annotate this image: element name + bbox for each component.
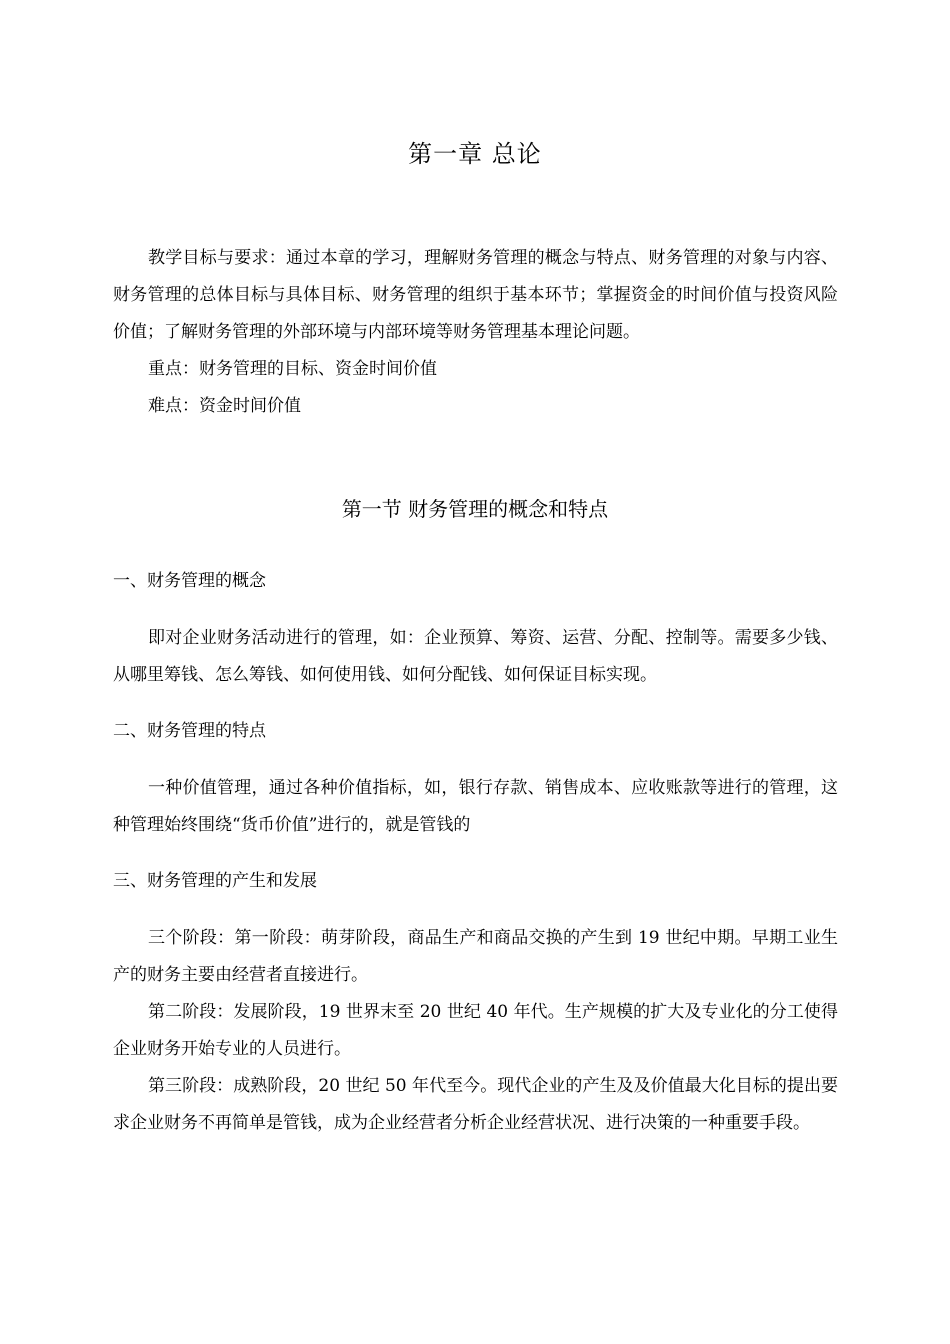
paragraph: 一种价值管理，通过各种价值指标，如，银行存款、销售成本、应收账款等进行的管理，这种管理始终围绕“货币价值”进行的，就是管钱的 [113, 778, 838, 835]
part-heading-development: 三、财务管理的产生和发展 [113, 871, 317, 891]
paragraph-stage-overview: 三个阶段：第一阶段：萌芽阶段，商品生产和商品交换的产生到 19 世纪中期。早期工业生产的财务主要由经营者直接进行。 [113, 928, 838, 985]
teaching-objectives: 教学目标与要求：通过本章的学习，理解财务管理的概念与特点、财务管理的对象与内容、财务管理的总体目标与具体目标、财务管理的组织于基本环节；掌握资金的时间价值与投资风险价值；了解财务管理的外部环境与内部环境等财务管理基本理论问题。 [113, 248, 838, 342]
paragraph-stage-two: 第二阶段：发展阶段，19 世界末至 20 世纪 40 年代。生产规模的扩大及专业化的分工使得企业财务开始专业的人员进行。 [113, 1002, 838, 1059]
difficulties: 难点：资金时间价值 [148, 396, 301, 416]
key-points: 重点：财务管理的目标、资金时间价值 [148, 359, 437, 379]
chapter-title: 第一章 总论 [408, 140, 542, 168]
part-heading-concept: 一、财务管理的概念 [113, 571, 266, 591]
part-body-concept [113, 620, 838, 694]
intro-block [113, 240, 838, 425]
part-heading-features: 二、财务管理的特点 [113, 721, 266, 741]
paragraph-stage-three: 第三阶段：成熟阶段，20 世纪 50 年代至今。现代企业的产生及及价值最大化目标的提出要求企业财务不再简单是管钱，成为企业经营者分析企业经营状况、进行决策的一种重要手段。 [113, 1076, 838, 1133]
part-body-features [113, 770, 838, 844]
paragraph: 即对企业财务活动进行的管理，如：企业预算、筹资、运营、分配、控制等。需要多少钱、从哪里筹钱、怎么筹钱、如何使用钱、如何分配钱、如何保证目标实现。 [113, 628, 838, 685]
section-title: 第一节 财务管理的概念和特点 [341, 497, 609, 521]
part-body-development [113, 920, 838, 1142]
